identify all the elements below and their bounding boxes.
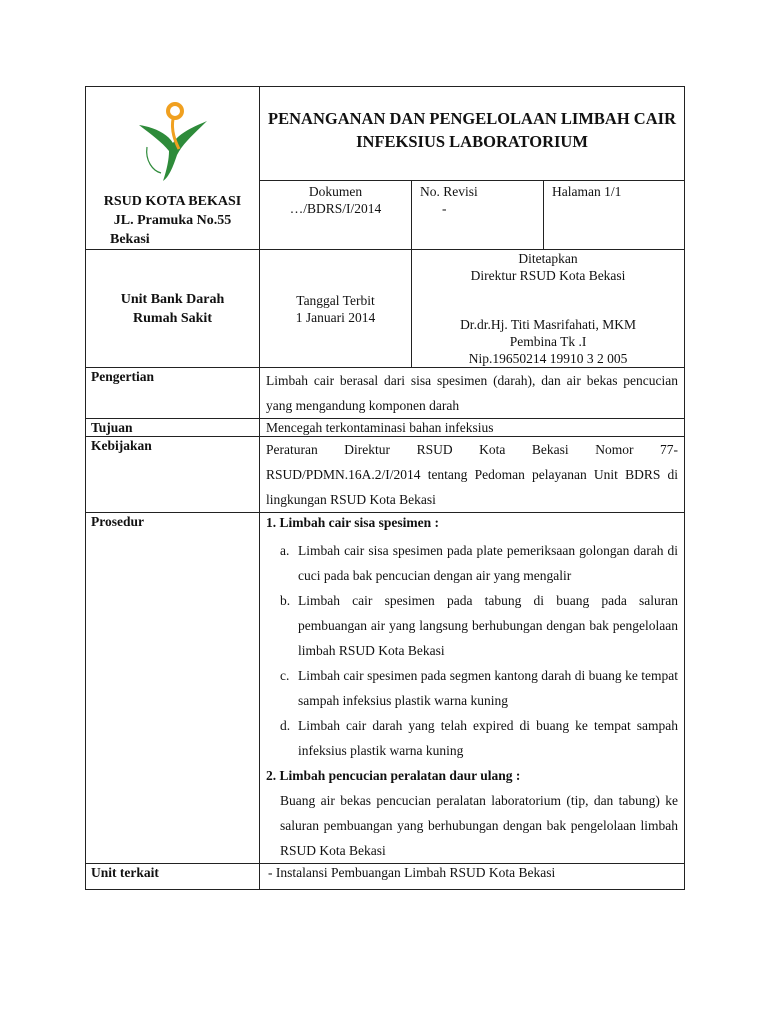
- tanggal-terbit-cell: [260, 250, 412, 368]
- ditetapkan-cell: [412, 250, 685, 368]
- prosedur-content: [260, 513, 685, 864]
- dokumen-value: …/BDRS/I/2014: [289, 200, 382, 216]
- dokumen-cell: [260, 180, 412, 249]
- prosedur-label: Prosedur: [86, 513, 260, 864]
- item-marker: b.: [280, 593, 291, 608]
- pengertian-label: Pengertian: [86, 368, 260, 419]
- sop-document: [85, 86, 684, 890]
- item-marker: d.: [280, 718, 291, 733]
- unit-terkait-label: Unit terkait: [86, 864, 260, 890]
- halaman-value: Halaman 1/1: [552, 183, 622, 199]
- prosedur-step1-title: 1. Limbah cair sisa spesimen :: [266, 515, 440, 530]
- ditetapkan-title: Direktur RSUD Kota Bekasi: [470, 268, 626, 283]
- prosedur-step1-item: [260, 588, 684, 663]
- tanggal-terbit-label: Tanggal Terbit: [296, 292, 375, 308]
- item-marker: a.: [280, 543, 290, 558]
- halaman-cell: [544, 180, 685, 249]
- hospital-cell: [86, 87, 260, 250]
- revisi-value: -: [442, 200, 447, 216]
- sop-table: [85, 86, 685, 890]
- tanggal-terbit-value: 1 Januari 2014: [295, 309, 376, 325]
- tujuan-label: Tujuan: [86, 419, 260, 437]
- ditetapkan-label: Ditetapkan: [518, 251, 578, 266]
- tujuan-text: Mencegah terkontaminasi bahan infeksius: [260, 419, 685, 437]
- prosedur-step1-item: [260, 538, 684, 588]
- kebijakan-label: Kebijakan: [86, 437, 260, 513]
- prosedur-step2-text: Buang air bekas pencucian peralatan laboratorium (tip, dan tabung) ke saluran pembuangan yang berhubungan dengan bak pengelolaan limbah RSUD Kota Bekasi: [280, 793, 679, 858]
- item-text: Limbah cair spesimen pada segmen kantong darah di buang ke tempat sampah infeksius plastik warna kuning: [298, 668, 679, 708]
- hospital-address-line1: JL. Pramuka No.55: [113, 213, 232, 228]
- revisi-cell: [412, 180, 544, 249]
- prosedur-step2-title: 2. Limbah pencucian peralatan daur ulang :: [266, 768, 521, 783]
- signer-nip: Nip.19650214 19910 3 2 005: [468, 351, 628, 366]
- item-text: Limbah cair darah yang telah expired di buang ke tempat sampah infeksius plastik warna kuning: [298, 718, 679, 758]
- signer-rank: Pembina Tk .I: [509, 334, 587, 349]
- rsud-logo-icon: [86, 87, 259, 192]
- hospital-address-line2: Bekasi: [110, 232, 150, 247]
- unit-line1: Unit Bank Darah: [120, 291, 225, 307]
- pengertian-text: Limbah cair berasal dari sisa spesimen (darah), dan air bekas pencucian yang mengandung komponen darah: [260, 368, 685, 419]
- document-title: PENANGANAN DAN PENGELOLAAN LIMBAH CAIR INFEKSIUS LABORATORIUM: [260, 87, 685, 181]
- item-text: Limbah cair spesimen pada tabung di buang pada saluran pembuangan air yang langsung berhubungan dengan bak pengelolaan limbah RSUD Kota Bekasi: [298, 593, 679, 658]
- unit-terkait-text: - Instalansi Pembuangan Limbah RSUD Kota Bekasi: [260, 864, 685, 890]
- item-marker: c.: [280, 668, 290, 683]
- unit-cell: [86, 250, 260, 368]
- prosedur-step1-item: [260, 713, 684, 763]
- revisi-label: No. Revisi: [420, 183, 478, 199]
- unit-line2: Rumah Sakit: [133, 310, 212, 326]
- item-text: Limbah cair sisa spesimen pada plate pemeriksaan golongan darah di cuci pada bak pencucian dengan air yang mengalir: [298, 543, 679, 583]
- dokumen-label: Dokumen: [308, 183, 363, 199]
- prosedur-step1-item: [260, 663, 684, 713]
- hospital-name: RSUD KOTA BEKASI: [103, 194, 242, 209]
- kebijakan-text: Peraturan Direktur RSUD Kota Bekasi Nomor 77-RSUD/PDMN.16A.2/I/2014 tentang Pedoman pelayanan Unit BDRS di lingkungan RSUD Kota Bekasi: [260, 437, 685, 513]
- signer-name: Dr.dr.Hj. Titi Masrifahati, MKM: [460, 317, 636, 332]
